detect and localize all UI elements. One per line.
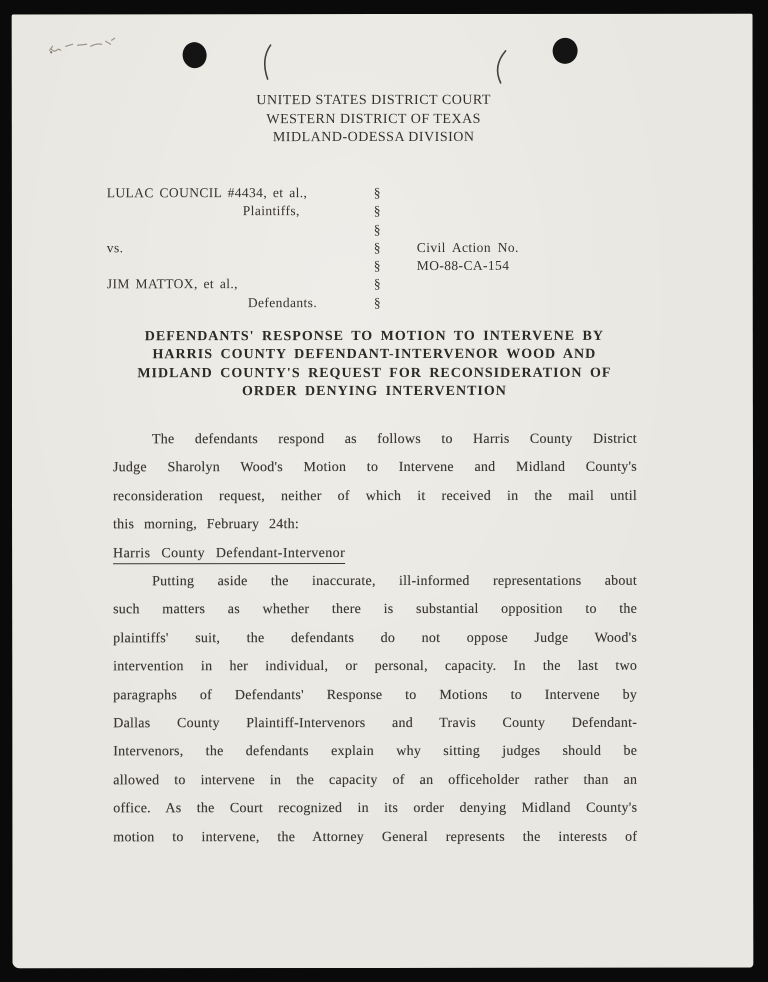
hole-punch-left: [181, 41, 208, 70]
caption-row: [107, 276, 647, 295]
caption-row: [107, 240, 647, 259]
body-line: Judge Sharolyn Wood's Motion to Intervene and Midland County's: [112, 460, 637, 476]
plaintiff-name: LULAC COUNCIL #4434, et al.,: [106, 185, 308, 201]
body-line: Intervenors, the defendants explain why sitting judges should be: [113, 744, 638, 760]
body-line: Putting aside the inaccurate, ill-informed representations about: [152, 573, 638, 590]
pencil-scribble-mark: [38, 26, 138, 60]
section-symbol: §: [373, 276, 381, 292]
body-line: The defendants respond as follows to Harris County District: [151, 431, 637, 448]
section-symbol: §: [373, 203, 381, 219]
paren-mark-right: [490, 47, 510, 87]
section-symbol: §: [373, 185, 381, 201]
caption-row: [107, 295, 647, 314]
court-header: [104, 92, 644, 148]
plaintiff-role: Plaintiffs,: [242, 203, 300, 219]
section-symbol: §: [373, 258, 381, 274]
section-symbol: §: [373, 239, 381, 255]
paren-mark-left: [256, 42, 276, 82]
title-line: DEFENDANTS' RESPONSE TO MOTION TO INTERVENE BY: [144, 328, 604, 345]
title-line: HARRIS COUNTY DEFENDANT-INTERVENOR WOOD AND: [152, 347, 597, 363]
versus-label: vs.: [106, 240, 124, 256]
court-district: WESTERN DISTRICT OF TEXAS: [266, 111, 481, 127]
case-caption: [107, 185, 647, 314]
body-line: such matters as whether there is substantial opposition to the: [113, 602, 638, 618]
title-line: ORDER DENYING INTERVENTION: [241, 384, 507, 400]
caption-row: [107, 203, 647, 222]
document-page: [12, 14, 754, 969]
document-title: [107, 328, 642, 402]
body-line: plaintiffs' suit, the defendants do not oppose Judge Wood's: [113, 630, 638, 647]
body-line: allowed to intervene in the capacity of an officeholder rather than an: [113, 772, 638, 789]
court-division: MIDLAND-ODESSA DIVISION: [272, 130, 475, 146]
section-symbol: §: [373, 294, 381, 310]
body-text: [113, 426, 637, 853]
body-line: motion to intervene, the Attorney General represents the interests of: [113, 829, 638, 845]
body-line: this morning, February 24th:: [113, 517, 300, 533]
defendant-name: JIM MATTOX, et al.,: [106, 276, 238, 292]
body-line: intervention in her individual, or personal, capacity. In the last two: [113, 659, 638, 675]
court-name: UNITED STATES DISTRICT COURT: [256, 92, 491, 109]
hole-punch-right: [551, 37, 579, 65]
civil-action-number: MO-88-CA-154: [416, 258, 510, 274]
body-line: reconsideration request, neither of which it received in the mail until: [112, 488, 638, 505]
body-line: office. As the Court recognized in its order denying Midland County's: [113, 801, 638, 817]
defendant-role: Defendants.: [247, 294, 318, 310]
civil-action-label: Civil Action No.: [416, 239, 519, 255]
section-heading: [113, 539, 637, 568]
caption-row: [107, 185, 647, 204]
section-symbol: §: [373, 221, 381, 237]
caption-row: [107, 221, 647, 240]
body-line: paragraphs of Defendants' Response to Motions to Intervene by: [113, 687, 638, 703]
section-heading-text: Harris County Defendant-Intervenor: [113, 546, 345, 564]
body-line: Dallas County Plaintiff-Intervenors and Travis County Defendant-: [113, 715, 638, 732]
caption-row: [107, 258, 647, 277]
title-line: MIDLAND COUNTY'S REQUEST FOR RECONSIDERATION OF: [137, 365, 612, 382]
